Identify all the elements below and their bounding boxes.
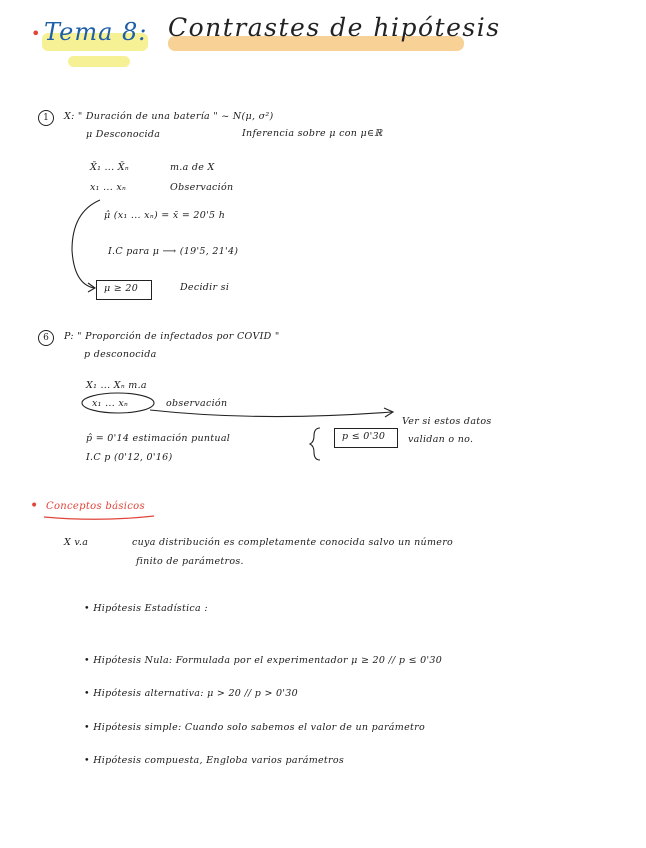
example2-line3: X₁ ... Xₙ m.a bbox=[86, 380, 147, 391]
concepts-underline bbox=[44, 516, 154, 519]
concepts-bullet: • bbox=[30, 498, 39, 514]
example1-line3b: m.a de X bbox=[170, 162, 215, 173]
concepts-item-3: • Hipótesis alternativa: μ > 20 // p > 0'30 bbox=[84, 688, 298, 699]
example1-line4b: Observación bbox=[170, 182, 234, 193]
concepts-va-line2: finito de parámetros. bbox=[136, 556, 244, 567]
example1-decide: Decidir si bbox=[180, 282, 230, 293]
example1-estimate: μ̂ (x₁ ... xₙ) = x̄ = 20'5 h bbox=[104, 210, 226, 221]
concepts-item-2: • Hipótesis Nula: Formulada por el experimentador μ ≥ 20 // p ≤ 0'30 bbox=[84, 655, 443, 666]
example1-confidence-interval: I.C para μ ⟶ (19'5, 21'4) bbox=[108, 246, 239, 257]
example1-boxed-hypothesis: μ ≥ 20 bbox=[104, 283, 139, 294]
example2-line4b: observación bbox=[166, 398, 228, 409]
example1-line3a: X̄₁ ... X̄ₙ bbox=[90, 162, 129, 173]
example2-number-circle bbox=[38, 330, 54, 346]
concepts-heading: Conceptos básicos bbox=[46, 501, 145, 512]
example2-note1: Ver si estos datos bbox=[402, 416, 492, 427]
example2-line1: P: " Proporción de infectados por COVID " bbox=[64, 331, 280, 342]
example2-boxed-hypothesis: p ≤ 0'30 bbox=[342, 431, 386, 442]
concepts-va-line1: cuya distribución es completamente conocida salvo un número bbox=[132, 537, 454, 548]
page-title: Contrastes de hipótesis bbox=[168, 13, 501, 42]
example1-number: 1 bbox=[43, 113, 49, 123]
example2-line4a: x₁ ... xₙ bbox=[92, 398, 129, 409]
example2-brace bbox=[310, 428, 320, 460]
example2-number: 6 bbox=[43, 333, 49, 343]
example1-arrow-curve bbox=[72, 200, 100, 288]
header-bullet: • bbox=[31, 24, 41, 43]
example1-line4a: x₁ ... xₙ bbox=[90, 182, 127, 193]
example2-link-curve bbox=[150, 410, 392, 417]
example1-line2b: Inferencia sobre μ con μ∈ℝ bbox=[242, 128, 383, 139]
example1-line2a: μ Desconocida bbox=[86, 129, 161, 140]
concepts-va-label: X v.a bbox=[64, 537, 89, 548]
tema-label: Tema 8: bbox=[44, 18, 148, 46]
example2-line2: p desconocida bbox=[84, 349, 157, 360]
example2-confidence-interval: I.C p (0'12, 0'16) bbox=[86, 452, 173, 463]
example2-note2: validan o no. bbox=[408, 434, 474, 445]
concepts-item-4: • Hipótesis simple: Cuando solo sabemos el valor de un parámetro bbox=[84, 722, 425, 733]
example1-line1: X: " Duración de una batería " ~ N(μ, σ²) bbox=[64, 111, 274, 122]
concepts-item-1: • Hipótesis Estadística : bbox=[84, 603, 208, 614]
concepts-item-5: • Hipótesis compuesta, Engloba varios parámetros bbox=[84, 755, 345, 766]
example2-estimate: p̂ = 0'14 estimación puntual bbox=[86, 433, 231, 444]
